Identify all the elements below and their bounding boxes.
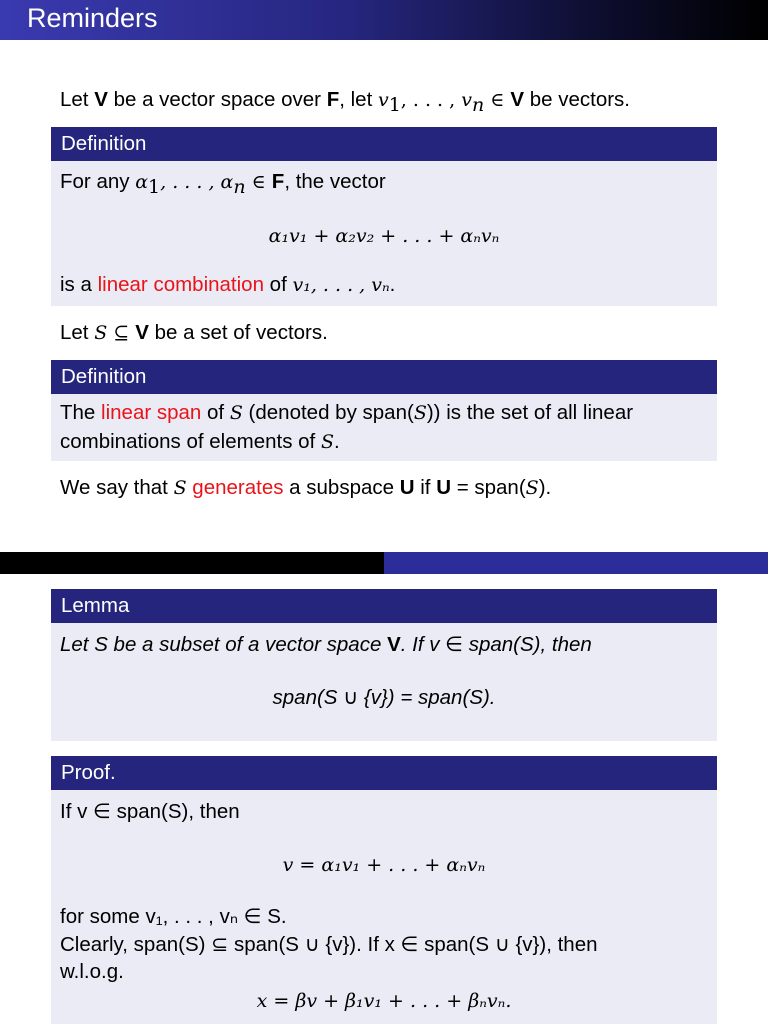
definition-line-1: For any $\alpha_1$, . . . , $\alpha_n$ ∈ F, the vector (60, 170, 386, 198)
definition-line-3: is a linear combination of v₁, . . . , vₙ. (60, 273, 396, 296)
definition2-line-1: The linear span of S (denoted by span(S)) is the set of all linear (60, 401, 634, 424)
proof-line-1: If v ∈ span(S), then (60, 800, 240, 823)
proof-line-3: Clearly, span(S) ⊆ span(S ∪ {v}). If x ∈ span(S ∪ {v}), then (60, 933, 598, 956)
lemma-header: Lemma (51, 589, 717, 623)
intro-sentence: Let V be a vector space over F, let $v_1$, . . . , $v_n$ ∈ V be vectors. (60, 88, 630, 116)
slide-title-bar (0, 0, 768, 40)
definition-header-2: Definition (51, 360, 717, 394)
proof-body (51, 790, 717, 1024)
slide-separator-dark (0, 552, 384, 574)
linear-combination-formula: α₁v₁ + α₂v₂ + . . . + αₙvₙ (268, 225, 500, 247)
definition-body-linear-span (51, 394, 717, 461)
definition-header: Definition (51, 127, 717, 161)
slide-separator-blue (384, 552, 768, 574)
proof-formula-1: v = α₁v₁ + . . . + αₙvₙ (282, 854, 486, 876)
proof-formula-2: x = βv + β₁v₁ + . . . + βₙvₙ. (256, 990, 512, 1012)
proof-header: Proof. (51, 756, 717, 790)
lemma-body (51, 623, 717, 741)
generates-sentence: We say that S generates a subspace U if U = span(S). (60, 476, 552, 499)
proof-line-4: w.l.o.g. (60, 960, 124, 983)
lemma-statement: Let S be a subset of a vector space V. If v ∈ span(S), then (60, 633, 592, 656)
lemma-formula: span(S ∪ {v}) = span(S). (272, 686, 496, 709)
set-sentence: Let S ⊆ V be a set of vectors. (60, 321, 328, 344)
slide-title: Reminders (27, 3, 158, 33)
definition2-line-2: combinations of elements of S. (60, 430, 340, 453)
definition-body-linear-combination (51, 161, 717, 306)
proof-line-2: for some v₁, . . . , vₙ ∈ S. (60, 905, 287, 928)
